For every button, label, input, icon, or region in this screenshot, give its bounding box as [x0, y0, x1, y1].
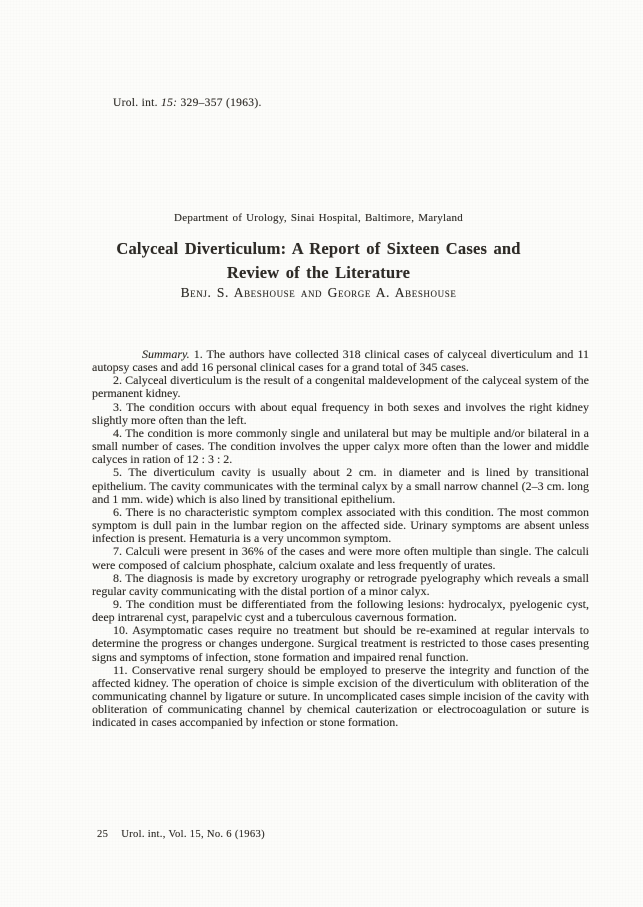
summary-paragraph: 7. Calculi were present in 36% of the cases and were more often multiple than single. The calculi were composed of calcium phosphate, calcium oxalate and less frequently of urates. [92, 544, 589, 572]
summary-paragraph: 9. The condition must be differentiated from the following lesions: hydrocalyx, pyelogenic cyst, deep intrarenal cyst, parapelvic cyst and a tuberculous cavernous formation. [92, 596, 589, 625]
article-title-line2: Review of the Literature [226, 263, 411, 282]
summary-label: Summary. [142, 347, 190, 361]
journal-reference [113, 97, 262, 109]
authors-line: Benj. S. Abeshouse and George A. Abeshouse [180, 285, 457, 300]
summary-paragraph: 3. The condition occurs with about equal frequency in both sexes and involves the right kidney slightly more often than the left. [92, 399, 589, 427]
footer-journal-line: Urol. int., Vol. 15, No. 6 (1963) [121, 829, 265, 840]
signature-number: 25 [97, 829, 109, 840]
summary-paragraph: 4. The condition is more commonly single and unilateral but may be multiple and/or bilateral in a small number of cases. The condition involves the upper calyx more often than the lower and middle calyces in ration of 12 : 3 : 2. [92, 425, 589, 467]
article-title [0, 237, 637, 285]
summary-paragraph: 6. There is no characteristic symptom complex associated with this condition. The most common symptom is dull pain in the lumbar region on the affected side. Urinary symptoms are absent unless infection is present. Hematuria is a very uncommon symptom. [92, 504, 589, 546]
summary-paragraph: 2. Calyceal diverticulum is the result of a congenital maldevelopment of the calyceal system of the permanent kidney. [92, 373, 589, 401]
summary-section [92, 348, 589, 730]
page-footer [97, 829, 265, 840]
summary-paragraph: 11. Conservative renal surgery should be employed to preserve the integrity and function of the affected kidney. The operation of choice is simple excision of the diverticulum with obliteration of the communicating channel by ligature or suture. In uncomplicated cases simple incision of the cavity with obliteration of communicating channel by chemical cauterization or electrocoagulation or suture is indicated in cases accompanied by infection or stone formation. [92, 662, 589, 730]
journal-volume: 15: [161, 97, 178, 109]
journal-name: Urol. int. [113, 97, 158, 109]
summary-paragraph [92, 348, 589, 374]
summary-paragraph-text: 1. The authors have collected 318 clinical cases of calyceal diverticulum and 11 autopsy cases and add 16 personal clinical cases for a grand total of 345 cases. [92, 347, 590, 375]
summary-paragraph: 10. Asymptomatic cases require no treatment but should be re-examined at regular intervals to determine the progress or changes undergone. Surgical treatment is restricted to those cases presenting signs and symptoms of infection, stone formation and impaired renal function. [92, 623, 589, 664]
department-line: Department of Urology, Sinai Hospital, Baltimore, Maryland [174, 212, 463, 224]
summary-paragraph: 5. The diverticulum cavity is usually about 2 cm. in diameter and is lined by transitional epithelium. The cavity communicates with the terminal calyx by a small narrow channel (2–3 cm. long and 1 mm. wide) which is also lined by transitional epithelium. [92, 465, 589, 506]
journal-pages: 329–357 (1963). [180, 97, 262, 109]
article-title-line1: Calyceal Diverticulum: A Report of Sixteen Cases and [116, 239, 521, 258]
summary-paragraph: 8. The diagnosis is made by excretory urography or retrograde pyelography which reveals a small regular cavity communicating with the distal portion of a minor calyx. [92, 570, 589, 598]
